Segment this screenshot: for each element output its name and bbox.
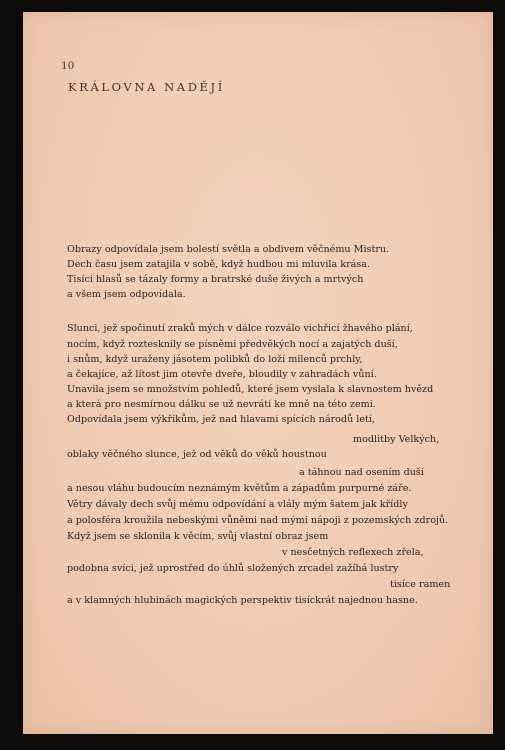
- poem-line: Obrazy odpovídala jsem bolestí světla a obdivem věčnému Mistru.: [67, 244, 390, 255]
- poem-line: Dech času jsem zatajila v sobě, když hudbou mi mluvila krása.: [67, 259, 371, 270]
- chapter-title: KRÁLOVNA NADĚJÍ: [68, 80, 225, 94]
- poem-line: Slunci, jež spočinutí zraků mých v dálce rozválo vichřicí žhavého plání,: [67, 323, 413, 334]
- poem-line: Větry dávaly dech svůj mému odpovídání a vlály mým šatem jak křídly: [67, 499, 408, 510]
- poem-line: Když jsem se sklonila k věcím, svůj vlastní obraz jsem: [67, 531, 329, 542]
- poem-line: oblaky věčného slunce, jež od věků do věků houstnou: [67, 449, 327, 460]
- poem-line: tisíce ramen: [390, 579, 451, 590]
- poem-line: a čekajíce, až lítost jim otevře dveře, bloudily v zahradách vůní.: [67, 369, 377, 380]
- poem-line: i snům, když uraženy jásotem polibků do loží milenců prchly,: [67, 354, 363, 365]
- poem-line: nocím, když roztesknily se písněmi předvěkých nocí a zajatých duší,: [67, 339, 398, 350]
- poem-line: a polosféra kroužila nebeskými vůněmi nad mými nápoji z pozemských zdrojů.: [67, 515, 449, 526]
- poem-line: a nesou vláhu budoucím neznámým květům a západům purpurné záře.: [67, 483, 412, 494]
- poem-line: Odpovídala jsem výkřikům, jež nad hlavami spících národů letí,: [67, 414, 376, 425]
- poem-line: a táhnou nad osením duší: [299, 467, 424, 478]
- poem-line: podobna svíci, jež uprostřed do úhlů složených zrcadel zažíhá lustry: [67, 563, 399, 574]
- poem-line: a která pro nesmírnou dálku se už nevrátí ke mně na této zemi.: [67, 399, 376, 410]
- poem-line: a všem jsem odpovídala.: [67, 289, 186, 300]
- page-number: 10: [61, 60, 75, 72]
- poem-line: modlitby Velkých,: [353, 434, 440, 445]
- poem-line: Unavila jsem se množstvím pohledů, které jsem vyslala k slavnostem hvězd: [67, 384, 434, 395]
- poem-line: a v klamných hlubinách magických perspektiv tisíckrát najednou hasne.: [67, 595, 418, 606]
- poem-line: v nesčetných reflexech zřela,: [282, 547, 424, 558]
- book-page: [23, 12, 493, 734]
- poem-line: Tisíci hlasů se tázaly formy a bratrské duše živých a mrtvých: [67, 274, 364, 285]
